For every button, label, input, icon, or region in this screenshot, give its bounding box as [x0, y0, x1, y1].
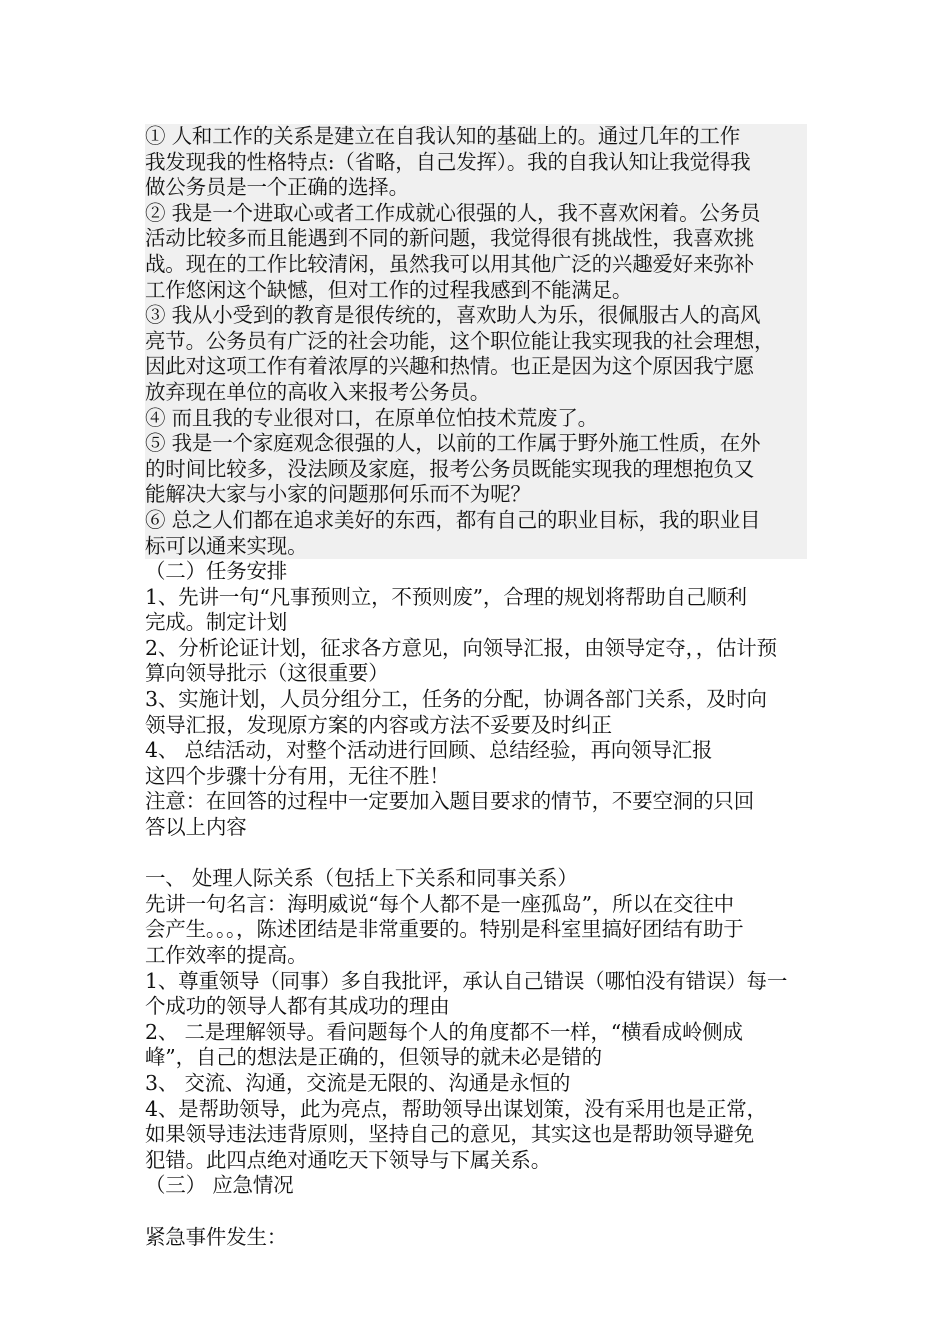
task-arrangement-section [145, 559, 813, 841]
text-line: 的时间比较多，没法顾及家庭，报考公务员既能实现我的理想抱负又 [145, 456, 754, 481]
text-line: 2、 二是理解领导。看问题每个人的角度都不一样，“横看成岭侧成 [145, 1019, 743, 1044]
text-line: 标可以通来实现。 [145, 533, 308, 558]
text-line: 算向领导批示（这很重要） [145, 661, 389, 686]
text-line: 1、尊重领导（同事）多自我批评，承认自己错误（哪怕没有错误）每一 [145, 968, 788, 993]
text-line: ⑥ 总之人们都在追求美好的东西，都有自己的职业目标，我的职业目 [145, 507, 761, 532]
text-line: ② 我是一个进取心或者工作成就心很强的人，我不喜欢闲着。公务员 [145, 200, 761, 225]
text-line: 3、实施计划，人员分组分工，任务的分配，协调各部门关系，及时向 [145, 687, 767, 712]
text-line: 4、 总结活动，对整个活动进行回顾、总结经验，再向领导汇报 [145, 738, 713, 763]
text-line: 注意：在回答的过程中一定要加入题目要求的情节，不要空洞的只回 [145, 789, 754, 814]
text-line: ③ 我从小受到的教育是很传统的，喜欢助人为乐，很佩服古人的高风 [145, 303, 761, 328]
text-line: 工作悠闲这个缺憾，但对工作的过程我感到不能满足。 [145, 277, 633, 302]
blank-line [145, 841, 813, 867]
text-line: 能解决大家与小家的问题那何乐而不为呢？ [145, 482, 531, 507]
text-line: 如果领导违法违背原则，坚持自己的意见，其实这也是帮助领导避免 [145, 1122, 754, 1147]
text-line: 战。现在的工作比较清闲，虽然我可以用其他广泛的兴趣爱好来弥补 [145, 251, 754, 276]
text-line: 个成功的领导人都有其成功的理由 [145, 994, 450, 1019]
text-line: 会产生。。。，陈述团结是非常重要的。特别是科室里搞好团结有助于 [145, 917, 744, 942]
text-line: 做公务员是一个正确的选择。 [145, 175, 409, 200]
text-line: 我发现我的性格特点:（省略，自己发挥）。我的自我认知让我觉得我 [145, 149, 751, 174]
text-line: （二）任务安排 [145, 559, 288, 584]
text-line: 放弃现在单位的高收入来报考公务员。 [145, 379, 491, 404]
text-line: ① 人和工作的关系是建立在自我认知的基础上的。通过几年的工作 [145, 124, 741, 148]
text-line: 一、 处理人际关系（包括上下关系和同事关系） [145, 866, 578, 891]
text-line: 先讲一句名言：海明威说“每个人都不是一座孤岛”，所以在交往中 [145, 891, 734, 916]
text-line: 这四个步骤十分有用，无往不胜！ [145, 763, 450, 788]
text-line: 因此对这项工作有着浓厚的兴趣和热情。也正是因为这个原因我宁愿 [145, 354, 754, 379]
text-line: 犯错。此四点绝对通吃天下领导与下属关系。 [145, 1147, 551, 1172]
interpersonal-relations-section [145, 866, 813, 1199]
text-line: ④ 而且我的专业很对口，在原单位怕技术荒废了。 [145, 405, 598, 430]
text-line: 1、先讲一句“凡事预则立，不预则废”，合理的规划将帮助自己顺利 [145, 584, 747, 609]
text-line: 答以上内容 [145, 815, 247, 840]
text-line: 活动比较多而且能遇到不同的新问题，我觉得很有挑战性，我喜欢挑 [145, 226, 754, 251]
text-line: 4、是帮助领导，此为亮点，帮助领导出谋划策，没有采用也是正常， [145, 1096, 767, 1121]
emergency-section [145, 1225, 813, 1251]
blank-line [145, 1199, 813, 1225]
text-line: ⑤ 我是一个家庭观念很强的人，以前的工作属于野外施工性质，在外 [145, 431, 761, 456]
text-line: 2、分析论证计划，征求各方意见，向领导汇报，由领导定夺，，估计预 [145, 635, 777, 660]
text-line: 完成。制定计划 [145, 610, 288, 635]
document-page [145, 124, 813, 1250]
text-line: 峰”，自己的想法是正确的，但领导的就未必是错的 [145, 1045, 602, 1070]
self-cognition-section [145, 124, 807, 559]
text-line: 紧急事件发生： [145, 1224, 288, 1249]
text-line: 领导汇报，发现原方案的内容或方法不妥要及时纠正 [145, 712, 612, 737]
text-line: 亮节。公务员有广泛的社会功能，这个职位能让我实现我的社会理想， [145, 328, 775, 353]
text-line: 3、 交流、沟通，交流是无限的、沟通是永恒的 [145, 1070, 571, 1095]
text-line: （三） 应急情况 [145, 1173, 294, 1198]
text-line: 工作效率的提高。 [145, 943, 308, 967]
